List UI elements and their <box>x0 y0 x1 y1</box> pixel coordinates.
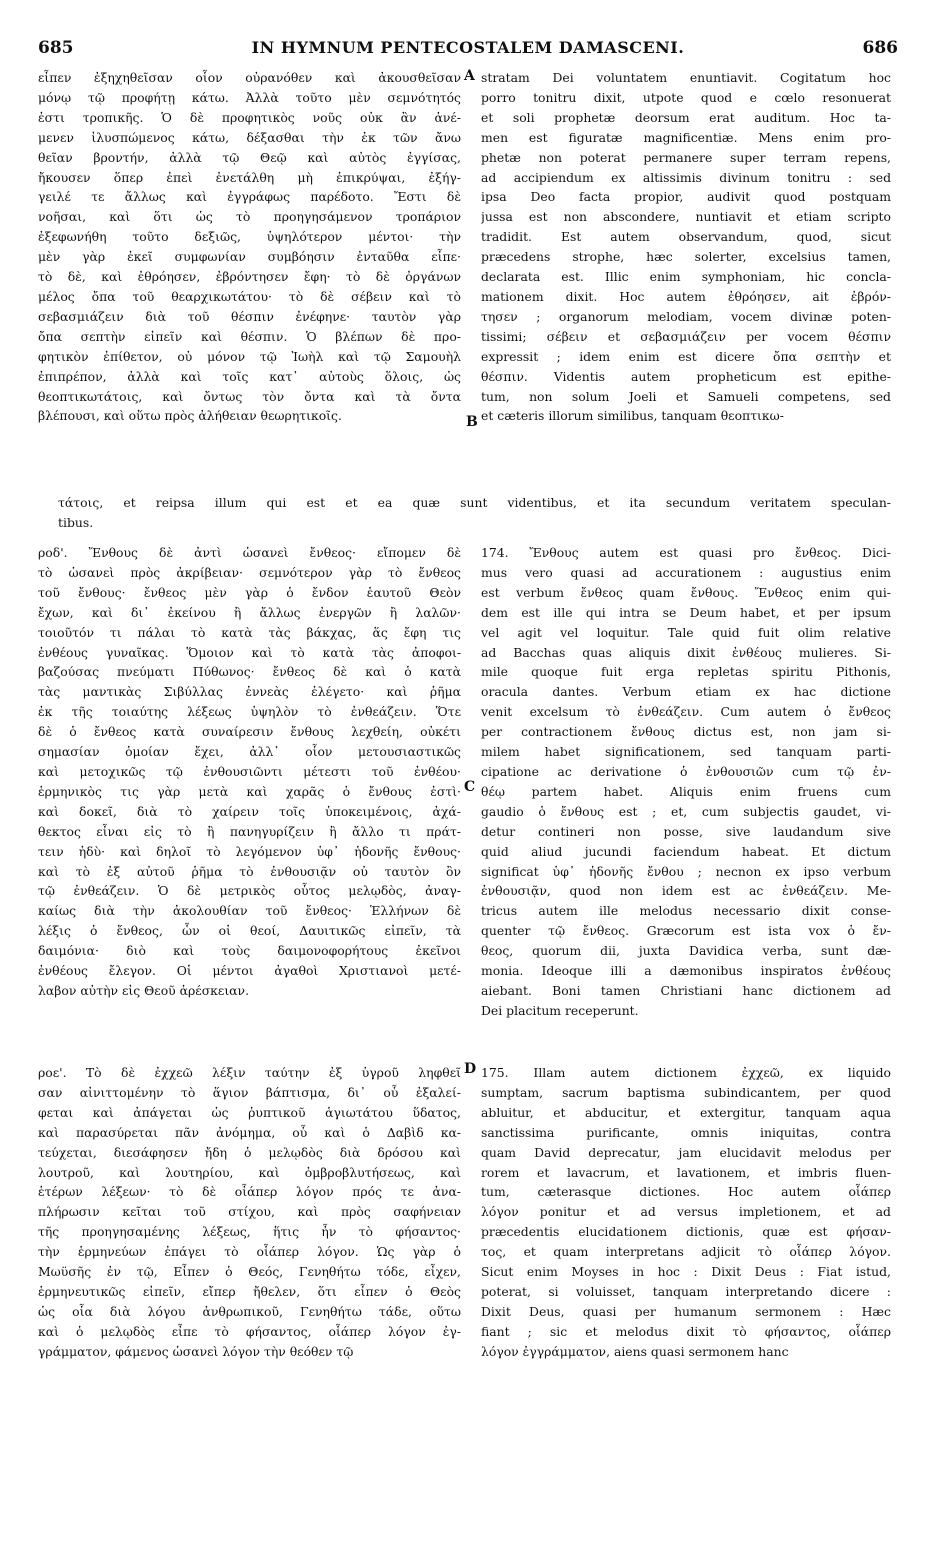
spanning-line: τάτοις, et reipsa illum qui est et ea quæ sunt videntibus, et ita secundum veritatem speculan- <box>58 495 891 510</box>
text-line: est verbum ἔνθεος quam ἔνθους. Ἔνθεος enim qui- <box>481 584 891 600</box>
text-line: καὶ δοκεῖ, διὰ τὸ χαίρειν τοῖς ὑποκειμένοις, ἀχά- <box>38 803 461 819</box>
text-line: τὸ ὡσανεὶ πρὸς ἀκρίβειαν· σεμνότερον γὰρ τὸ ἔνθεος <box>38 564 461 580</box>
text-line: sanctissima purificante, omnis iniquitas, contra <box>481 1124 891 1140</box>
greek-column-block-3 <box>38 1063 461 1362</box>
text-line: et cæteris illorum similibus, tanquam θεοπτικω- <box>481 408 784 424</box>
text-line: εἶπεν ἐξηχηθεῖσαν οἷον οὐρανόθεν καὶ ἀκουσθεῖσαν <box>38 70 461 85</box>
greek-column-block-1 <box>38 68 461 426</box>
text-line: ἑρμηνευτικῶς εἰπεῖν, εἴπερ ἤθελεν, ὅτι εἶπεν ὁ Θεὸς <box>38 1283 461 1299</box>
text-line: per contractionem ἔνθους dictus est, non jam si- <box>481 724 891 740</box>
text-line: sumptam, sacrum baptisma subindicantem, per quod <box>481 1084 891 1100</box>
text-line: τὸ δὲ, καὶ ἐθρόησεν, ἐβρόντησεν ἔφη· τὸ δὲ ὀργάνων <box>38 269 461 285</box>
text-line: mile quoque fuit erga repletas spiritu Pithonis, <box>481 664 891 680</box>
text-line: dem est ille qui intra se Deum habet, et per ipsum <box>481 604 891 620</box>
text-line: Sicut enim Moyses in hoc : Dixit Deus : Fiat istud, <box>481 1264 891 1280</box>
text-line: monia. Ideoque illi a dæmonibus inspiratos ἐνθέους <box>481 963 891 979</box>
text-line: detur contineri non posse, sive laudandum sive <box>481 823 891 839</box>
text-line: λόγον ἐγγράμματον, aiens quasi sermonem hanc <box>481 1343 789 1359</box>
text-line: declarata est. Illic enim symphoniam, hic concla- <box>481 269 891 285</box>
text-line: πλήρωσιν κεῖται τοῦ στίχου, καὶ πρὸς σαφήνειαν <box>38 1204 461 1220</box>
text-line: φητικὸν ἐπίθετον, οὐ μόνον τῷ Ἰωὴλ καὶ τῷ Σαμουὴλ <box>38 348 461 364</box>
text-line: τὴν ἑρμηνεύων ἐπάγει τὸ οἷάπερ λόγον. Ὡς γὰρ ὁ <box>38 1244 461 1260</box>
text-line: ἑρμηνικὸς τις γὰρ μετὰ καὶ χαρᾶς ὁ ἔνθους ἐστὶ· <box>38 783 461 799</box>
text-line: milem habet significationem, sed tanquam parti- <box>481 744 891 760</box>
text-line: θεος, quorum dii, juxta Davidica verba, sunt dæ- <box>481 943 891 959</box>
text-line: γειλέ τε ἄλλως καὶ ἐγγράφως παρέδοτο. Ἔστι δὲ <box>38 189 461 205</box>
text-line: poterat, si voluisset, tanquam interpretando dicere : <box>481 1283 891 1299</box>
text-line: men est figuratæ magnificentiæ. Mens enim pro- <box>481 129 891 145</box>
text-line: mationem dixit. Hoc autem ἐθρόησεν, ait ἐβρόν- <box>481 288 891 304</box>
text-line: καὶ μετοχικῶς τῷ ἐνθουσιῶντι μέτεστι τοῦ ἐνθέου· <box>38 763 461 779</box>
text-line: ἐνθέους ἔλεγον. Οἱ μέντοι ἀγαθοὶ Χριστιανοὶ μετέ- <box>38 963 461 979</box>
text-line: mus vero quasi ad accurationem : augustius enim <box>481 564 891 580</box>
text-line: quid aliud jucundi faciendum habeat. Et dictum <box>481 843 891 859</box>
text-line: μόνῳ τῷ προφήτῃ κάτω. Ἀλλὰ τοῦτο μὲν σεμνότητός <box>38 89 461 105</box>
text-line: tum, cæterasque dictiones. Hoc autem οἷάπερ <box>481 1184 891 1200</box>
text-line: phetæ non poterat permanere super terram repens, <box>481 149 891 165</box>
text-line: καὶ τὸ ἐξ αὐτοῦ ῥῆμα τὸ ἐνθουσιᾷν οὐ ταυτὸν ὂν <box>38 863 461 879</box>
text-line: ροδ'. Ἔνθους δὲ ἀντὶ ὡσανεὶ ἔνθεος· εἴπομεν δὲ <box>38 545 461 560</box>
text-line: θέσπιν. Videntis autem propheticum est epithe- <box>481 368 891 384</box>
text-line: λόγον ponitur et ad versus impletionem, et ad <box>481 1204 891 1220</box>
latin-column-block-2 <box>481 543 891 1021</box>
text-line: θεῖαν βροντήν, ἀλλὰ τῷ Θεῷ καὶ αὐτὸς ἐγγίσας, <box>38 149 461 165</box>
text-line: φεται καὶ ἀπάγεται ὡς ῥυπτικοῦ ἁγιωτάτου ὕδατος, <box>38 1104 461 1120</box>
text-line: fiant ; sic et melodus dixit τὸ φήσαντος, οἷάπερ <box>481 1323 891 1339</box>
text-line: significat ὑφ᾿ ἡδονῆς ἔνθου ; necnon ex ipso verbum <box>481 863 891 879</box>
text-line: jussa est non abscondere, nuntiavit et etiam scripto <box>481 209 891 225</box>
section-marker-d: D <box>464 1061 477 1077</box>
text-line: præcedens strophe, hæc solerter, excelsius tamen, <box>481 249 891 265</box>
page-number-left: 685 <box>38 38 74 58</box>
text-line: cipatione ac derivatione ὁ ἐνθουσιῶν cum τῷ ἐν- <box>481 763 891 779</box>
text-line: ἤκουσεν ὅπερ ἐπεὶ ἐνετάλθη μὴ ἐπικρύψαι, ἐξήγ- <box>38 169 461 185</box>
text-line: βαζούσας πνεύματι Πύθωνος· ἔνθεος δὲ καὶ ὁ κατὰ <box>38 664 461 680</box>
text-line: τειν ἡδὺ· καὶ δηλοῖ τὸ λεγόμενον ὑφ᾿ ἡδονῆς ἔνθους· <box>38 843 461 859</box>
text-line: τεύχεται, διεσάφησεν ἤδη ὁ μελῳδὸς διὰ δρόσου καὶ <box>38 1144 461 1160</box>
text-line: ἐκ τῆς τοιαύτης λέξεως ὑψηλὸν τὸ ἐνθεάζειν. Ὅτε <box>38 704 461 720</box>
spanning-line-end: tibus. <box>58 515 94 530</box>
text-line: λαβον αὐτὴν εἰς Θεοῦ ἀρέσκειαν. <box>38 982 250 998</box>
text-line: porro tonitru dixit, utpote quod e cœlo resonuerat <box>481 89 891 105</box>
text-line: Dei placitum receperunt. <box>481 1002 639 1018</box>
text-line: tum, non solum Joeli et Samueli competens, sed <box>481 388 891 404</box>
text-line: λέξις ὁ ἔνθεος, ὧν οἱ θεοί, Δαυιτικῶς εἰπεῖν, τὰ <box>38 923 461 939</box>
section-marker-a: A <box>464 68 475 84</box>
text-line: θεοπτικωτάτοις, καὶ ὄντως τὸν ὄντα καὶ τὰ ὄντα <box>38 388 461 404</box>
text-line: ad Bacchas quas aliquis dixit ἐνθέους mulieres. Si- <box>481 644 891 660</box>
text-line: θεκτος εἶναι εἰς τὸ ἢ πανηγυρίζειν ἢ ἄλλο τι πράτ- <box>38 823 461 839</box>
text-line: λουτροῦ, καὶ λουτηρίου, καὶ ὀμβροβλυτήσεως, καὶ <box>38 1164 461 1180</box>
text-line: δὲ ὁ ἔνθεος κατὰ συναίρεσιν ἔνθους λεχθείη, οὐκέτι <box>38 724 461 740</box>
text-line: καίως διὰ τὴν ἀκολουθίαν τοῦ ἔνθεος· Ἑλλήνων δὲ <box>38 903 461 919</box>
text-line: oracula dantes. Verbum etiam ex hac dictione <box>481 684 891 700</box>
text-line: ὄπα σεπτὴν εἰπεῖν καὶ θέσπιν. Ὁ βλέπων δὲ προ- <box>38 328 461 344</box>
text-line: expressit ; idem enim est dicere ὄπα σεπτὴν et <box>481 348 891 364</box>
text-line: ἐνθουσιᾷν, quod non idem est ac ἐνθεάζειν. Me- <box>481 883 891 899</box>
text-line: quenter τῷ ἔνθεος. Græcorum est ista vox ὁ ἔν- <box>481 923 891 939</box>
running-header <box>38 38 898 62</box>
text-line: ἐνθέους γυναῖκας. Ὅμοιον καὶ τὸ κατὰ τὰς ἀποφοι- <box>38 644 461 660</box>
text-line: τῷ ἐνθεάζειν. Ὁ δὲ μετρικὸς οὗτος μελῳδὸς, ἀναγ- <box>38 883 461 899</box>
text-line: γράμματον, φάμενος ὡσανεὶ λόγον τὴν θεόθεν τῷ <box>38 1343 354 1359</box>
text-line: δαιμόνια· διὸ καὶ τοὺς δαιμονοφορήτους ἐκεῖνοι <box>38 943 461 959</box>
text-line: gaudio ὁ ἔνθους est ; et, cum subjectis gaudet, vi- <box>481 803 891 819</box>
latin-column-block-1 <box>481 68 891 426</box>
text-line: tissimi; σέβειν et σεβασμιάζειν per vocem θέσπιν <box>481 328 891 344</box>
text-line: ἐστι τροπικῆς. Ὁ δὲ προφητικὸς νοῦς οὐκ ἂν ἀνέ- <box>38 109 461 125</box>
text-line: ροε'. Τὸ δὲ ἐχχεῶ λέξιν ταύτην ἐξ ὑγροῦ ληφθεῖ <box>38 1065 461 1080</box>
text-line: τῆς προηγησαμένης λέξεως, ἥτις ἦν τὸ φήσαντος· <box>38 1224 461 1240</box>
text-line: et soli prophetæ deorsum erat auditum. Hoc ta- <box>481 109 891 125</box>
text-line: stratam Dei voluntatem enuntiavit. Cogitatum hoc <box>481 70 891 85</box>
text-line: ipsa Deo facta propior, audivit quod postquam <box>481 189 891 205</box>
text-line: tradidit. Est autem observandum, quod, sicut <box>481 229 891 245</box>
text-line: ad accipiendum ex altissimis divinum tonitru : sed <box>481 169 891 185</box>
text-line: vel agit vel loquitur. Tale quid fuit olim relative <box>481 624 891 640</box>
text-line: τος, et quam interpretans adjicit τὸ οἷάπερ λόγον. <box>481 1244 891 1260</box>
text-line: νοῆσαι, καὶ ὅτι ὡς τὸ προηγησάμενον τροπάριον <box>38 209 461 225</box>
text-line: ἑτέρων λέξεων· τὸ δὲ οἷάπερ λόγον πρός τε ἀνα- <box>38 1184 461 1200</box>
text-line: ἐπιπρέπον, ἀλλὰ καὶ τοῖς κατ᾿ αὐτοὺς ὅλοις, ὡς <box>38 368 461 384</box>
section-marker-c: C <box>464 779 476 795</box>
text-line: βλέπουσι, καὶ οὕτω πρὸς ἀλήθειαν θεωρητικοῖς. <box>38 408 342 424</box>
latin-column-block-3 <box>481 1063 891 1362</box>
text-line: abluitur, et abducitur, et extergitur, tanquam aqua <box>481 1104 891 1120</box>
text-line: σημασίαν ὁμοίαν ἔχει, ἀλλ᾿ οἷον μετουσιαστικῶς <box>38 744 461 760</box>
text-line: καὶ παρασύρεται πᾶν ἀνόμημα, οὗ καὶ ὁ Δαβὶδ κα- <box>38 1124 461 1140</box>
text-line: aiebant. Boni tamen Christiani hanc dictionem ad <box>481 982 891 998</box>
text-line: μέλος ὄπα τοῦ θεαρχικωτάτου· τὸ δὲ σέβειν καὶ τὸ <box>38 288 461 304</box>
text-line: quam David deprecatur, jam elucidavit melodus per <box>481 1144 891 1160</box>
text-line: σαν αἰνιττομένην τὸ ἅγιον βάπτισμα, δι᾿ οὗ ἐξαλεί- <box>38 1084 461 1100</box>
text-line: καὶ ὁ μελῳδὸς εἶπε τὸ φήσαντος, οἷάπερ λόγον ἐγ- <box>38 1323 461 1339</box>
text-line: 175. Illam autem dictionem ἐχχεῶ, ex liquido <box>481 1065 891 1080</box>
text-line: τησεν ; organorum melodiam, vocem divinæ poten- <box>481 308 891 324</box>
text-line: 174. Ἔνθους autem est quasi pro ἔνθεος. Dici- <box>481 545 891 560</box>
text-line: μὲν γὰρ ἐκεῖ συμφωνίαν συμβόησιν ἐνταῦθα εἶπε· <box>38 249 461 265</box>
text-line: ὡς οἷα διὰ λόγου ἀνθρωπικοῦ, Γενηθήτω τάδε, οὕτω <box>38 1303 461 1319</box>
text-line: rorem et lavacrum, et lavationem, et imbris fluen- <box>481 1164 891 1180</box>
text-line: τοῦ ἔνθους· ἔνθεος μὲν γὰρ ὁ ἔνδον ἑαυτοῦ Θεὸν <box>38 584 461 600</box>
greek-column-block-2 <box>38 543 461 1001</box>
text-line: θέῳ partem habet. Aliquis enim fruens cum <box>481 783 891 799</box>
text-line: præcedentis elucidationem dictionis, quæ est φήσαν- <box>481 1224 891 1240</box>
text-line: ἐξεφωνήθη τοῦτο δεξιῶς, ὑψηλότερον μέντοι· τὴν <box>38 229 461 245</box>
page-number-right: 686 <box>862 38 898 58</box>
text-line: μενεν ἰλυσπώμενος κάτω, δέξασθαι τὴν ἐκ τῶν ἄνω <box>38 129 461 145</box>
text-line: Μωϋσῆς ἐν τῷ, Εἶπεν ὁ Θεός, Γενηθήτω τόδε, εἶχεν, <box>38 1264 461 1280</box>
text-line: ἔχων, καὶ δι᾿ ἐκείνου ἢ ἄλλως ἐνεργῶν ἢ λαλῶν· <box>38 604 461 620</box>
text-line: tricus autem ille melodus necessario dixit conse- <box>481 903 891 919</box>
text-line: τοιοῦτόν τι πάλαι τὸ κατὰ τὰς βάκχας, ἅς ἔφη τις <box>38 624 461 640</box>
running-title: IN HYMNUM PENTECOSTALEM DAMASCENI. <box>251 38 685 57</box>
text-line: σεβασμιάζειν διὰ τοῦ θέσπιν ἐνέφηνε· ταυτὸν γὰρ <box>38 308 461 324</box>
text-line: Dixit Deus, quasi per humanum sermonem : Hæc <box>481 1303 891 1319</box>
text-line: τὰς μαντικὰς Σιβύλλας ἐννεὰς ἐλέγετο· καὶ ῥῆμα <box>38 684 461 700</box>
text-line: venit excelsum τὸ ἐνθεάζειν. Cum autem ὁ ἔνθεος <box>481 704 891 720</box>
section-marker-b: B <box>466 414 478 430</box>
